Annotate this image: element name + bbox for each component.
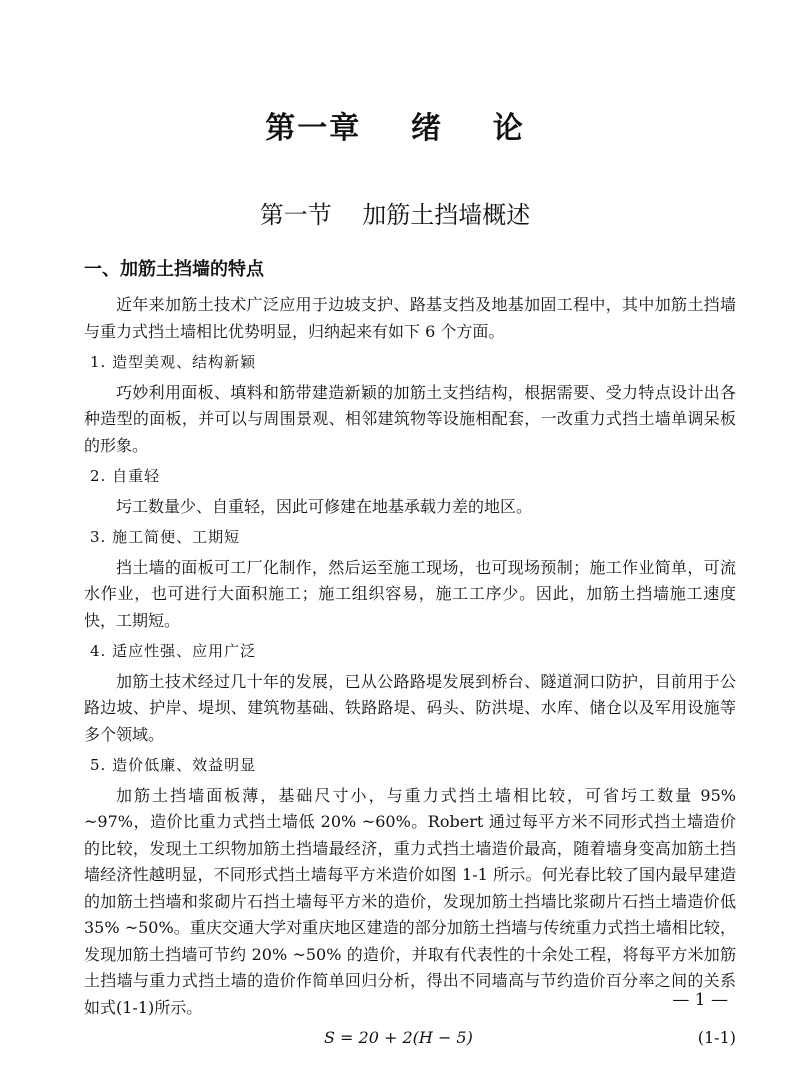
item-2-title: 2. 自重轻	[90, 467, 161, 485]
item-3-title: 3. 施工简便、工期短	[90, 528, 241, 546]
item-1-title: 1. 造型美观、结构新颖	[90, 353, 257, 371]
formula-number: (1-1)	[697, 1028, 736, 1047]
item-2-text: 圬工数量少、自重轻，因此可修建在地基承载力差的地区。	[116, 496, 533, 516]
item-4-text: 加筋土技术经过几十年的发展，已从公路路堤发展到桥台、隧道洞口防护，目前用于公路边坡、护岸、堤坝、建筑物基础、铁路路堤、码头、防洪堤、水库、储仓以及军用设施等多个领域。	[84, 671, 736, 744]
item-5-text: 加筋土挡墙面板薄，基础尺寸小，与重力式挡土墙相比较，可省圬工数量 95% ~97%，造价比重力式挡土墙低 20% ~60%。Robert 通过每平方米不同形式挡土墙造价的比较，发现土工织物加筋土挡墙最经济，重力式挡土墙造价最高，随着墙身变高加筋土挡墙经济性越明显，不同形式挡土墙每平方米造价如图 1-1 所示。何光春比较了国内最早建造的加筋土挡墙和浆砌片石挡土墙每平方米的造价，发现加筋土挡墙比浆砌片石挡土墙造价低 35% ~50%。重庆交通大学对重庆地区建造的部分加筋土挡墙与传统重力式挡土墙相比较，发现加筋土挡墙可节约 20% ~50% 的造价，并取有代表性的十余处工程，将每平方米加筋土挡墙与重力式挡土墙的造价作简单回归分析，得出不同墙高与节约造价百分率之间的关系如式(1-1)所示。	[84, 785, 736, 1017]
formula-expression: S = 20 + 2(H − 5)	[324, 1028, 473, 1047]
page-number: — 1 —	[672, 990, 728, 1010]
body-text	[84, 256, 736, 1051]
formula-row	[84, 1025, 736, 1051]
item-4-title: 4. 适应性强、应用广泛	[90, 642, 257, 660]
subheading: 一、加筋土挡墙的特点	[84, 259, 264, 280]
chapter-title: 第一章 绪 论	[265, 111, 525, 146]
section-title: 第一节 加筋土挡墙概述	[259, 201, 531, 229]
item-5-title: 5. 造价低廉、效益明显	[90, 756, 257, 774]
item-1-text: 巧妙利用面板、填料和筋带建造新颖的加筋土支挡结构，根据需要、受力特点设计出各种造型的面板，并可以与周围景观、相邻建筑物等设施相配套，一改重力式挡土墙单调呆板的形象。	[84, 382, 736, 455]
intro-paragraph: 近年来加筋土技术广泛应用于边坡支护、路基支挡及地基加固工程中，其中加筋土挡墙与重力式挡土墙相比优势明显，归纳起来有如下 6 个方面。	[84, 295, 736, 341]
item-3-text: 挡土墙的面板可工厂化制作，然后运至施工现场，也可现场预制；施工作业简单，可流水作业，也可进行大面积施工；施工组织容易，施工工序少。因此，加筋土挡墙施工速度快，工期短。	[84, 557, 736, 630]
